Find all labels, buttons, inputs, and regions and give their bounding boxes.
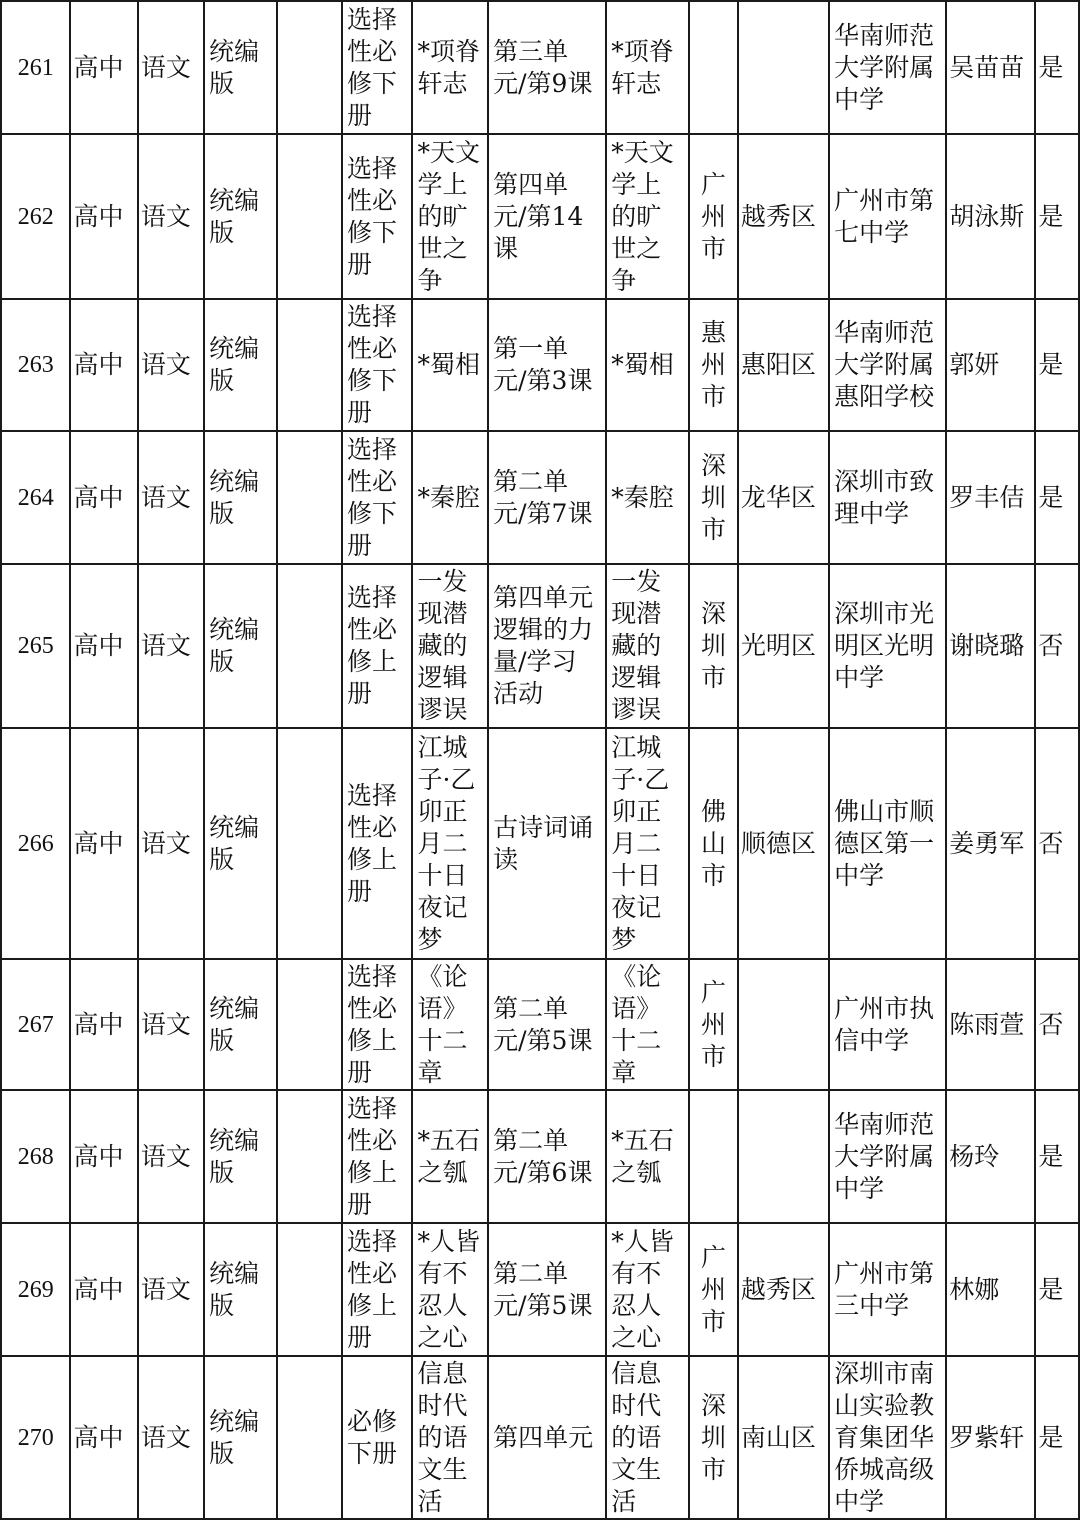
unit-cell: 第二单元/第5课 xyxy=(488,1223,606,1356)
district-cell xyxy=(738,1090,829,1223)
empty-cell xyxy=(277,299,342,431)
flag-cell: 是 xyxy=(1035,1,1079,134)
title-cell: 信息时代的语文生活 xyxy=(412,1356,488,1519)
edition-cell: 统编版 xyxy=(204,1090,277,1223)
volume-cell: 选择性必修下册 xyxy=(342,431,412,564)
teacher-cell: 林娜 xyxy=(946,1223,1035,1356)
row-number: 261 xyxy=(1,1,70,134)
teacher-cell: 罗丰佶 xyxy=(946,431,1035,564)
city-cell: 广州市 xyxy=(689,134,738,299)
empty-cell xyxy=(277,1,342,134)
city-cell: 深圳市 xyxy=(689,564,738,728)
school-cell: 华南师范大学附属中学 xyxy=(829,1090,946,1223)
empty-cell xyxy=(277,1090,342,1223)
edition-cell: 统编版 xyxy=(204,134,277,299)
row-number: 270 xyxy=(1,1356,70,1519)
title-cell: *人皆有不忍人之心 xyxy=(412,1223,488,1356)
subject-cell: 语文 xyxy=(138,959,204,1090)
flag-cell: 否 xyxy=(1035,959,1079,1090)
stage-cell: 高中 xyxy=(70,564,137,728)
lesson-cell: 一发现潜藏的逻辑谬误 xyxy=(606,564,689,728)
flag-cell: 是 xyxy=(1035,1223,1079,1356)
lesson-cell: *天文学上的旷世之争 xyxy=(606,134,689,299)
volume-cell: 必修下册 xyxy=(342,1356,412,1519)
edition-cell: 统编版 xyxy=(204,1356,277,1519)
empty-cell xyxy=(277,431,342,564)
edition-cell: 统编版 xyxy=(204,959,277,1090)
unit-cell: 古诗词诵读 xyxy=(488,728,606,959)
table-row xyxy=(1,1,1079,134)
district-cell: 越秀区 xyxy=(738,134,829,299)
city-cell: 佛山市 xyxy=(689,728,738,959)
flag-cell: 是 xyxy=(1035,431,1079,564)
city-cell: 广州市 xyxy=(689,959,738,1090)
lesson-cell: *蜀相 xyxy=(606,299,689,431)
school-cell: 深圳市致理中学 xyxy=(829,431,946,564)
title-cell: 一发现潜藏的逻辑谬误 xyxy=(412,564,488,728)
stage-cell: 高中 xyxy=(70,1090,137,1223)
empty-cell xyxy=(277,564,342,728)
subject-cell: 语文 xyxy=(138,299,204,431)
teacher-cell: 陈雨萱 xyxy=(946,959,1035,1090)
district-cell: 惠阳区 xyxy=(738,299,829,431)
row-number: 265 xyxy=(1,564,70,728)
empty-cell xyxy=(277,959,342,1090)
title-cell: *秦腔 xyxy=(412,431,488,564)
row-number: 267 xyxy=(1,959,70,1090)
flag-cell: 是 xyxy=(1035,299,1079,431)
district-cell: 越秀区 xyxy=(738,1223,829,1356)
lesson-cell: 江城子·乙卯正月二十日夜记梦 xyxy=(606,728,689,959)
volume-cell: 选择性必修上册 xyxy=(342,1223,412,1356)
city-cell: 广州市 xyxy=(689,1223,738,1356)
table-row xyxy=(1,1356,1079,1519)
flag-cell: 是 xyxy=(1035,134,1079,299)
teacher-cell: 谢晓璐 xyxy=(946,564,1035,728)
city-cell xyxy=(689,1,738,134)
unit-cell: 第二单元/第5课 xyxy=(488,959,606,1090)
title-cell: *五石之瓠 xyxy=(412,1090,488,1223)
edition-cell: 统编版 xyxy=(204,728,277,959)
flag-cell: 否 xyxy=(1035,564,1079,728)
title-cell: *蜀相 xyxy=(412,299,488,431)
edition-cell: 统编版 xyxy=(204,299,277,431)
subject-cell: 语文 xyxy=(138,728,204,959)
stage-cell: 高中 xyxy=(70,728,137,959)
lesson-cell: 《论语》十二章 xyxy=(606,959,689,1090)
row-number: 266 xyxy=(1,728,70,959)
stage-cell: 高中 xyxy=(70,959,137,1090)
volume-cell: 选择性必修下册 xyxy=(342,134,412,299)
flag-cell: 否 xyxy=(1035,728,1079,959)
table-row xyxy=(1,1090,1079,1223)
lesson-cell: *五石之瓠 xyxy=(606,1090,689,1223)
stage-cell: 高中 xyxy=(70,431,137,564)
table-row xyxy=(1,564,1079,728)
stage-cell: 高中 xyxy=(70,1,137,134)
unit-cell: 第一单元/第3课 xyxy=(488,299,606,431)
table-row xyxy=(1,1223,1079,1356)
teacher-cell: 吴苗苗 xyxy=(946,1,1035,134)
unit-cell: 第四单元 xyxy=(488,1356,606,1519)
empty-cell xyxy=(277,134,342,299)
row-number: 262 xyxy=(1,134,70,299)
edition-cell: 统编版 xyxy=(204,564,277,728)
unit-cell: 第四单元逻辑的力量/学习活动 xyxy=(488,564,606,728)
flag-cell: 是 xyxy=(1035,1356,1079,1519)
edition-cell: 统编版 xyxy=(204,1,277,134)
table-row xyxy=(1,299,1079,431)
subject-cell: 语文 xyxy=(138,1223,204,1356)
subject-cell: 语文 xyxy=(138,134,204,299)
volume-cell: 选择性必修下册 xyxy=(342,1,412,134)
city-cell xyxy=(689,1090,738,1223)
lesson-cell: *秦腔 xyxy=(606,431,689,564)
empty-cell xyxy=(277,1223,342,1356)
teacher-cell: 姜勇军 xyxy=(946,728,1035,959)
city-cell: 深圳市 xyxy=(689,1356,738,1519)
table-row xyxy=(1,134,1079,299)
title-cell: 《论语》十二章 xyxy=(412,959,488,1090)
school-cell: 华南师范大学附属惠阳学校 xyxy=(829,299,946,431)
row-number: 263 xyxy=(1,299,70,431)
school-cell: 广州市执信中学 xyxy=(829,959,946,1090)
title-cell: 江城子·乙卯正月二十日夜记梦 xyxy=(412,728,488,959)
unit-cell: 第三单元/第9课 xyxy=(488,1,606,134)
school-cell: 深圳市光明区光明中学 xyxy=(829,564,946,728)
table-row xyxy=(1,959,1079,1090)
district-cell xyxy=(738,959,829,1090)
table-row xyxy=(1,431,1079,564)
subject-cell: 语文 xyxy=(138,564,204,728)
subject-cell: 语文 xyxy=(138,1356,204,1519)
lesson-cell: *项脊轩志 xyxy=(606,1,689,134)
stage-cell: 高中 xyxy=(70,1356,137,1519)
school-cell: 深圳市南山实验教育集团华侨城高级中学 xyxy=(829,1356,946,1519)
row-number: 268 xyxy=(1,1090,70,1223)
subject-cell: 语文 xyxy=(138,1,204,134)
school-cell: 华南师范大学附属中学 xyxy=(829,1,946,134)
row-number: 269 xyxy=(1,1223,70,1356)
district-cell xyxy=(738,1,829,134)
district-cell: 龙华区 xyxy=(738,431,829,564)
stage-cell: 高中 xyxy=(70,299,137,431)
volume-cell: 选择性必修上册 xyxy=(342,959,412,1090)
unit-cell: 第四单元/第14课 xyxy=(488,134,606,299)
school-cell: 广州市第三中学 xyxy=(829,1223,946,1356)
city-cell: 惠州市 xyxy=(689,299,738,431)
title-cell: *项脊轩志 xyxy=(412,1,488,134)
stage-cell: 高中 xyxy=(70,134,137,299)
subject-cell: 语文 xyxy=(138,431,204,564)
lesson-cell: 信息时代的语文生活 xyxy=(606,1356,689,1519)
empty-cell xyxy=(277,728,342,959)
lesson-cell: *人皆有不忍人之心 xyxy=(606,1223,689,1356)
stage-cell: 高中 xyxy=(70,1223,137,1356)
district-cell: 光明区 xyxy=(738,564,829,728)
teacher-cell: 杨玲 xyxy=(946,1090,1035,1223)
unit-cell: 第二单元/第7课 xyxy=(488,431,606,564)
volume-cell: 选择性必修上册 xyxy=(342,1090,412,1223)
title-cell: *天文学上的旷世之争 xyxy=(412,134,488,299)
flag-cell: 是 xyxy=(1035,1090,1079,1223)
unit-cell: 第二单元/第6课 xyxy=(488,1090,606,1223)
school-cell: 佛山市顺德区第一中学 xyxy=(829,728,946,959)
volume-cell: 选择性必修下册 xyxy=(342,299,412,431)
edition-cell: 统编版 xyxy=(204,1223,277,1356)
teacher-cell: 郭妍 xyxy=(946,299,1035,431)
row-number: 264 xyxy=(1,431,70,564)
subject-cell: 语文 xyxy=(138,1090,204,1223)
table-row xyxy=(1,728,1079,959)
teacher-cell: 罗紫轩 xyxy=(946,1356,1035,1519)
volume-cell: 选择性必修上册 xyxy=(342,728,412,959)
edition-cell: 统编版 xyxy=(204,431,277,564)
volume-cell: 选择性必修上册 xyxy=(342,564,412,728)
empty-cell xyxy=(277,1356,342,1519)
district-cell: 顺德区 xyxy=(738,728,829,959)
teacher-cell: 胡泳斯 xyxy=(946,134,1035,299)
city-cell: 深圳市 xyxy=(689,431,738,564)
district-cell: 南山区 xyxy=(738,1356,829,1519)
school-cell: 广州市第七中学 xyxy=(829,134,946,299)
